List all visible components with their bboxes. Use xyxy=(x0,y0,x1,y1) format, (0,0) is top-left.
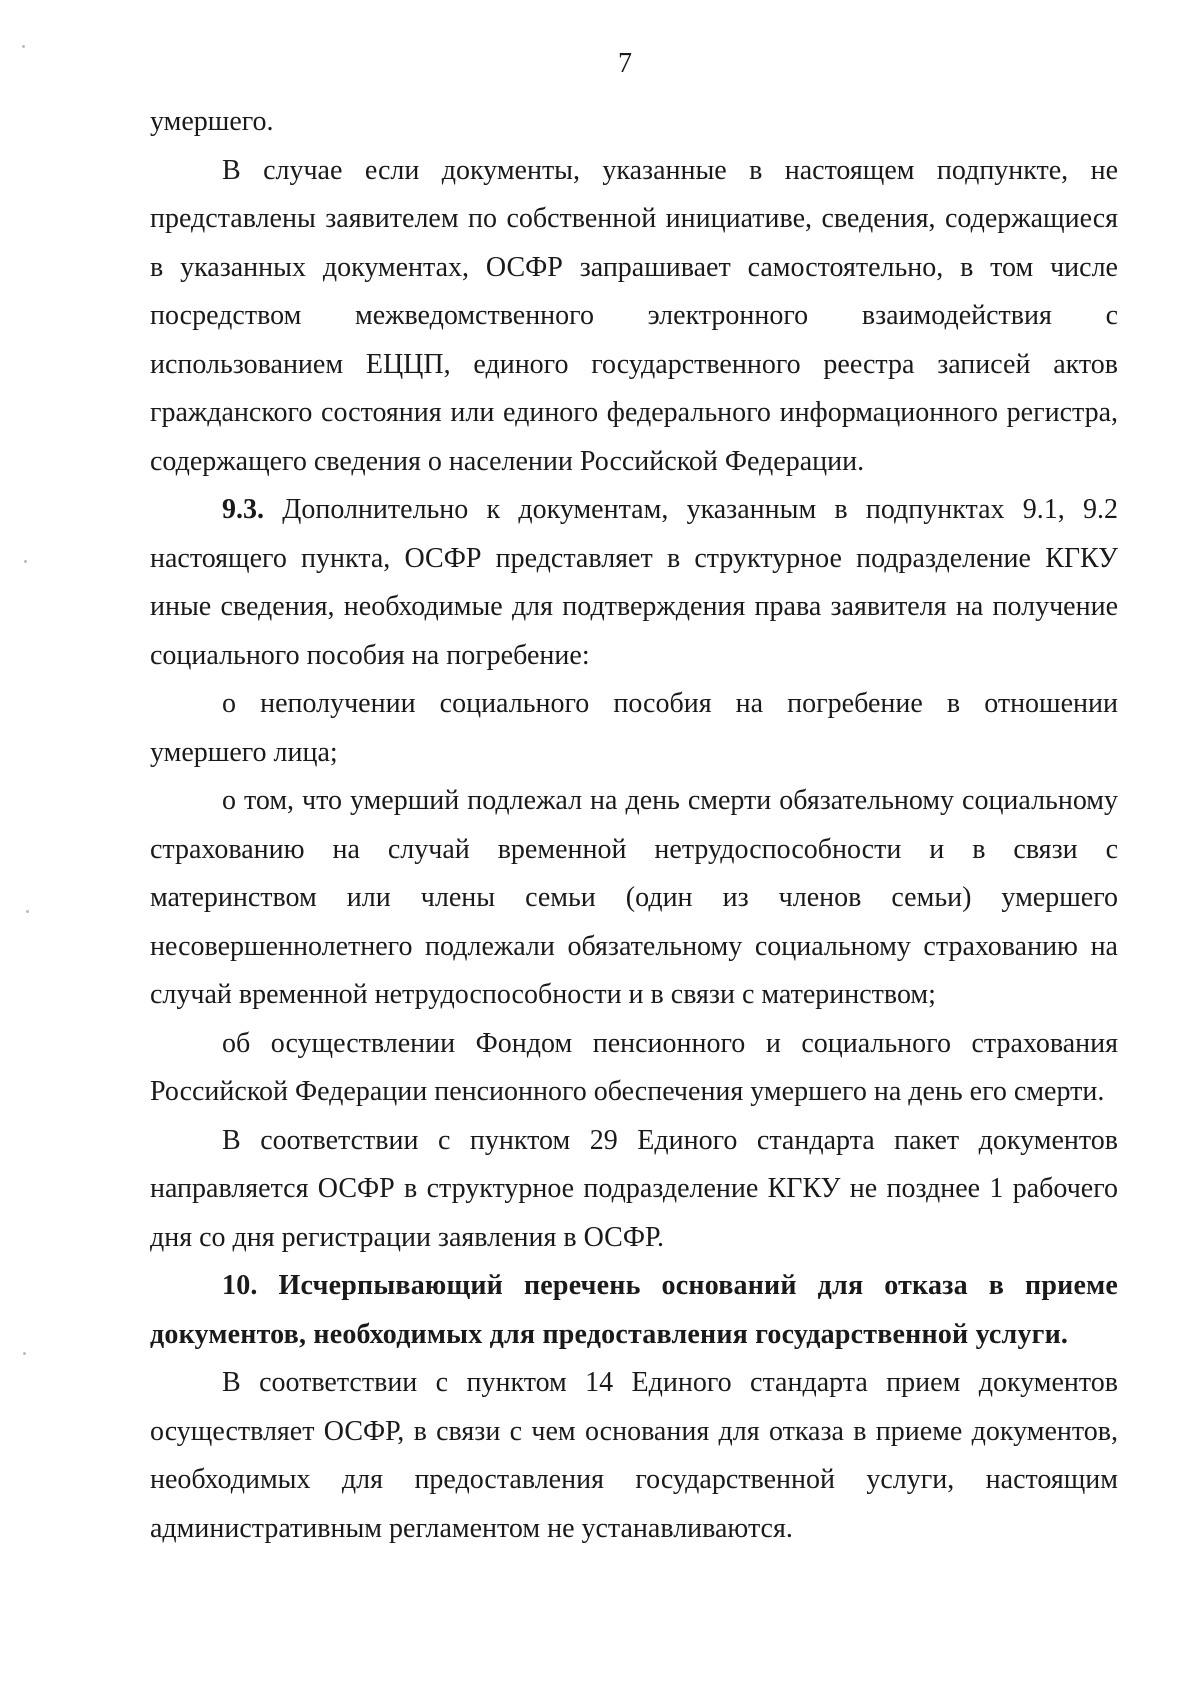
paragraph-documents-request: В случае если документы, указанные в настоящем подпункте, не представлены заявителем по собственной инициативе, сведения, содержащиеся в указанных документах, ОСФР запрашивает самостоятельно, в том числе посредством межведомственного электронного взаимодействия с использованием ЕЦЦП, единого государственного реестра записей актов гражданского состояния или единого федерального информационного регистра, содержащего сведения о населении Российской Федерации. xyxy=(150,154,1118,477)
paragraph-pension: об осуществлении Фондом пенсионного и социального страхования Российской Федерации пенсионного обеспечения умершего на день его смерти. xyxy=(150,1027,1118,1107)
scan-speck xyxy=(22,45,25,48)
paragraph-non-receipt: о неполучении социального пособия на погребение в отношении умершего лица; xyxy=(150,688,1118,768)
paragraph-package-sending: В соответствии с пунктом 29 Единого стандарта пакет документов направляется ОСФР в структурное подразделение КГКУ не позднее 1 рабочего дня со дня регистрации заявления в ОСФР. xyxy=(150,1124,1118,1253)
clause-text: Дополнительно к документам, указанным в подпунктах 9.1, 9.2 настоящего пункта, ОСФР представляет в структурное подразделение КГКУ иные сведения, необходимые для подтверждения права заявителя на получение социального пособия на погребение: xyxy=(150,494,1118,671)
paragraph-9-3 xyxy=(150,486,1118,680)
section-heading-10: 10. Исчерпывающий перечень оснований для отказа в приеме документов, необходимых для предоставления государственной услуги. xyxy=(150,1270,1118,1350)
scan-speck xyxy=(24,560,27,563)
scan-speck xyxy=(23,1352,26,1355)
paragraph-refusal-grounds: В соответствии с пунктом 14 Единого стандарта прием документов осуществляет ОСФР, в связи с чем основания для отказа в приеме документов, необходимых для предоставления государственной услуги, настоящим административным регламентом не устанавливаются. xyxy=(150,1367,1118,1544)
document-body xyxy=(150,98,1118,1553)
scan-speck xyxy=(26,910,29,913)
paragraph-continuation: умершего. xyxy=(150,106,274,137)
paragraph-insurance: о том, что умерший подлежал на день смерти обязательному социальному страхованию на случай временной нетрудоспособности и в связи с материнством или члены семьи (один из членов семьи) умершего несовершеннолетнего подлежали обязательному социальному страхованию на случай временной нетрудоспособности и в связи с материнством; xyxy=(150,785,1118,1010)
clause-number: 9.3. xyxy=(222,494,264,525)
page-number: 7 xyxy=(618,48,632,79)
